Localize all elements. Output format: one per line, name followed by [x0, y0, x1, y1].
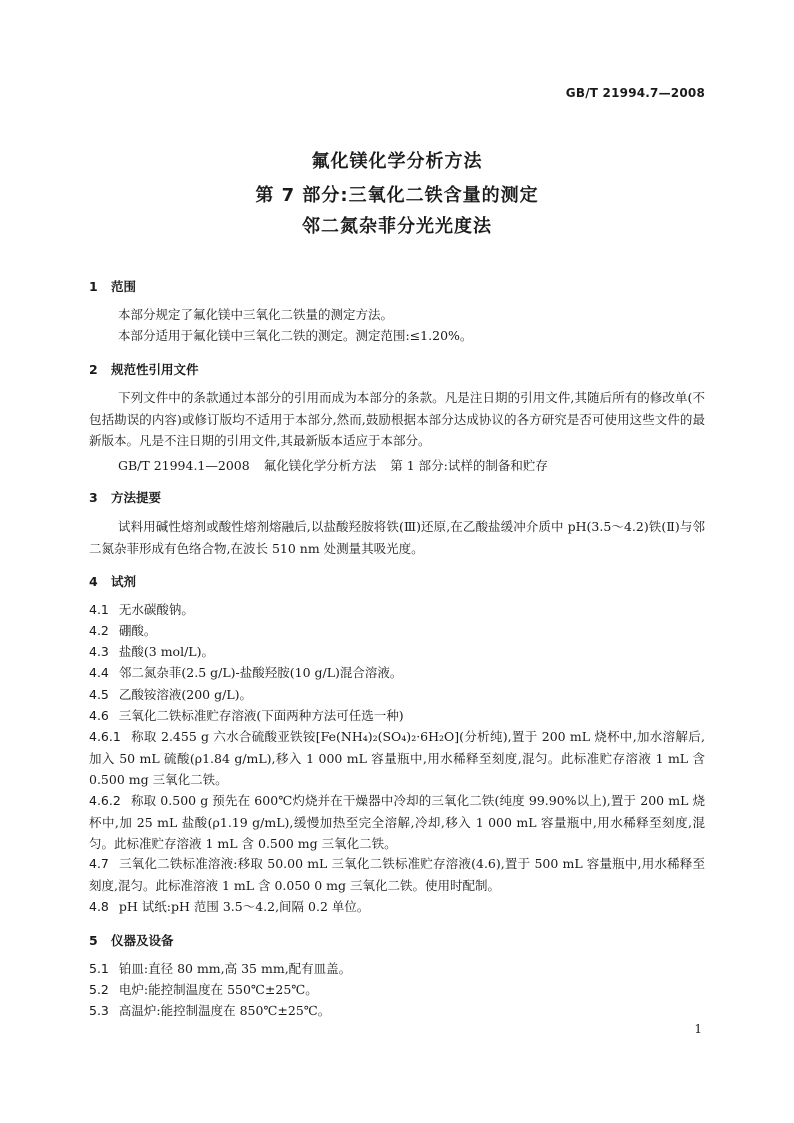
list-item: 4.2 硼酸。 [89, 623, 157, 638]
reference-code: GB/T 21994.1—2008 [118, 458, 250, 473]
list-item: 4.4 邻二氮杂菲(2.5 g/L)-盐酸羟胺(10 g/L)混合溶液。 [89, 665, 403, 680]
list-item: 4.3 盐酸(3 mol/L)。 [89, 644, 214, 659]
list-item: 4.6.1 称取 2.455 g 六水合硫酸亚铁铵[Fe(NH₄)₂(SO₄)₂·6H₂O](分析纯),置于 200 mL 烧杯中,加水溶解后,加入 50 mL 硫酸(ρ1.84 g/mL),移入 1 000 mL 容量瓶中,用水稀释至刻度,混匀。此标准贮存溶液 1 mL 含 0.500 mg 三氧化二铁。 [89, 729, 705, 787]
list-item: 4.7 三氧化二铁标准溶液:移取 50.00 mL 三氧化二铁标准贮存溶液(4.6),置于 500 mL 容量瓶中,用水稀释至刻度,混匀。此标准溶液 1 mL 含 0.050 0 mg 三氧化二铁。使用时配制。 [89, 856, 705, 893]
section-heading-2: 2 规范性引用文件 [89, 362, 199, 377]
normative-reference [118, 456, 562, 474]
section-heading-1: 1 范围 [89, 279, 137, 294]
standard-code: GB/T 21994.7—2008 [565, 86, 705, 100]
list-item: 4.6.2 称取 0.500 g 预先在 600℃灼烧并在干燥器中冷却的三氧化二铁(纯度 99.90%以上),置于 200 mL 烧杯中,加 25 mL 盐酸(ρ1.19 g/mL),缓慢加热至完全溶解,冷却,移入 1 000 mL 容量瓶中,用水稀释至刻度,混匀。此标准贮存溶液 1 mL 含 0.500 mg 三氧化二铁。 [89, 793, 705, 851]
title-line-3: 邻二氮杂菲分光光度法 [302, 216, 492, 237]
title-line-2: 第 7 部分:三氧化二铁含量的测定 [255, 185, 539, 206]
list-item: 5.3 高温炉:能控制温度在 850℃±25℃。 [89, 1003, 331, 1018]
reference-title: 氟化镁化学分析方法 [263, 458, 377, 473]
list-item: 5.1 铂皿:直径 80 mm,高 35 mm,配有皿盖。 [89, 961, 352, 976]
section-heading-5: 5 仪器及设备 [89, 933, 174, 948]
reference-part: 第 1 部分:试样的制备和贮存 [390, 458, 548, 473]
list-item: 5.2 电炉:能控制温度在 550℃±25℃。 [89, 982, 318, 997]
list-item: 4.5 乙酸铵溶液(200 g/L)。 [89, 687, 252, 702]
list-item: 4.8 pH 试纸:pH 范围 3.5～4.2,间隔 0.2 单位。 [89, 899, 370, 914]
paragraph: 本部分规定了氟化镁中三氧化二铁量的测定方法。 [118, 307, 394, 322]
paragraph: 本部分适用于氟化镁中三氧化二铁的测定。测定范围:≤1.20%。 [118, 328, 473, 343]
section-heading-4: 4 试剂 [89, 574, 137, 589]
page-number: 1 [694, 1022, 702, 1036]
section-heading-3: 3 方法提要 [89, 490, 162, 505]
list-item: 4.6 三氧化二铁标准贮存溶液(下面两种方法可任选一种) [89, 708, 404, 723]
title-line-1: 氟化镁化学分析方法 [311, 151, 483, 172]
list-item: 4.1 无水碳酸钠。 [89, 602, 194, 617]
paragraph: 下列文件中的条款通过本部分的引用而成为本部分的条款。凡是注日期的引用文件,其随后所有的修改单(不包括勘误的内容)或修订版均不适用于本部分,然而,鼓励根据本部分达成协议的各方研究是否可使用这些文件的最新版本。凡是不注日期的引用文件,其最新版本适应于本部分。 [89, 390, 705, 448]
paragraph: 试料用碱性熔剂或酸性熔剂熔融后,以盐酸羟胺将铁(Ⅲ)还原,在乙酸盐缓冲介质中 pH(3.5～4.2)铁(Ⅱ)与邻二氮杂菲形成有色络合物,在波长 510 nm 处测量其吸光度。 [89, 519, 705, 556]
